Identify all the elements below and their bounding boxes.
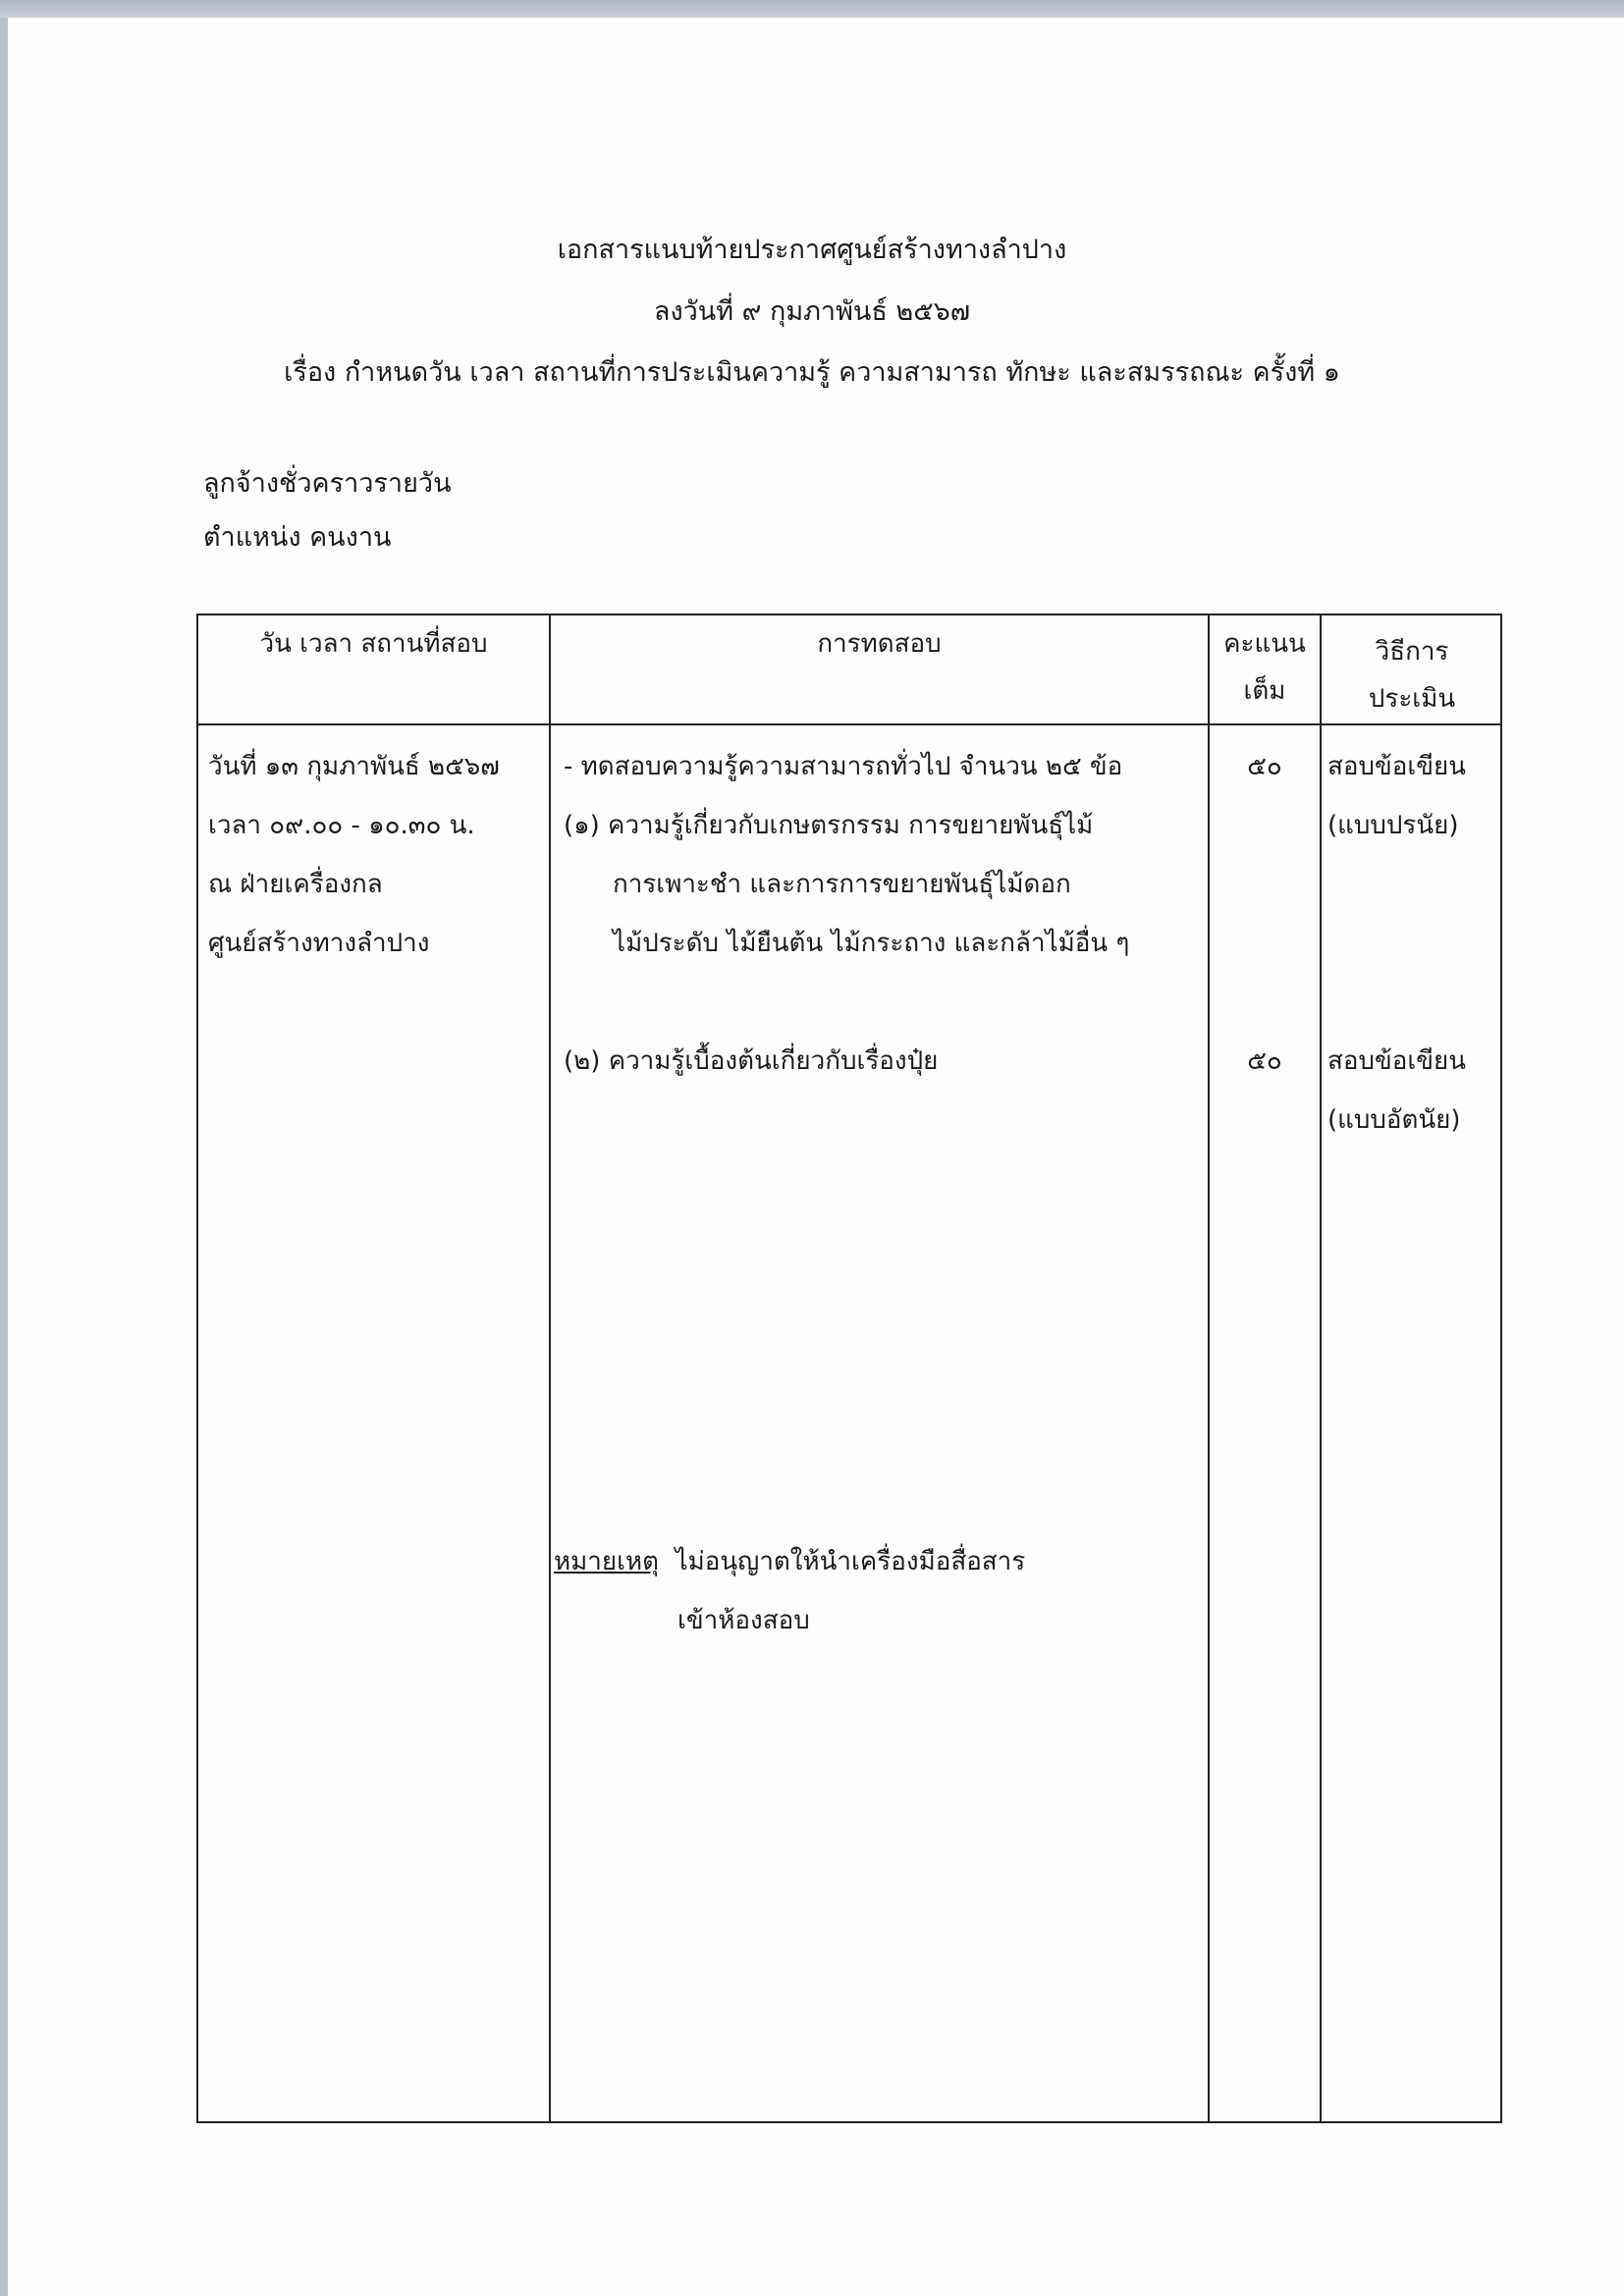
header-date: ลงวันที่ ๙ กุมภาพันธ์ ๒๕๖๗ — [653, 296, 971, 327]
header-test: การทดสอบ — [817, 629, 942, 659]
method-item2-line2: (แบบอัตนัย) — [1327, 1105, 1461, 1135]
employee-type: ลูกจ้างชั่วคราวรายวัน — [203, 468, 452, 499]
scan-top-shadow — [0, 0, 1624, 18]
header-schedule: วัน เวลา สถานที่สอบ — [259, 629, 488, 659]
header-divider — [198, 723, 1500, 725]
header-method-line1: วิธีการ — [1375, 637, 1449, 667]
header-method-line2: ประเมิน — [1368, 684, 1456, 714]
header-subject: เรื่อง กำหนดวัน เวลา สถานที่การประเมินความรู้ ความสามารถ ทักษะ และสมรรถณะ ครั้งที่ ๑ — [284, 357, 1340, 388]
test-item1-line1: (๑) ความรู้เกี่ยวกับเกษตรกรรม การขยายพันธุ์ไม้ — [564, 811, 1094, 840]
test-intro: - ทดสอบความรู้ความสามารถทั่วไป จำนวน ๒๕ ข้อ — [564, 752, 1123, 781]
score-item1: ๕๐ — [1247, 752, 1282, 781]
note-text: ไม่อนุญาตให้นำเครื่องมือสื่อสาร — [675, 1547, 1026, 1576]
schedule-date: วันที่ ๑๓ กุมภาพันธ์ ๒๕๖๗ — [208, 752, 500, 781]
note-text-line2: เข้าห้องสอบ — [677, 1606, 810, 1635]
schedule-venue: ศูนย์สร้างทางลำปาง — [208, 929, 430, 958]
note — [554, 1541, 1025, 1581]
schedule-time: เวลา ๐๙.๐๐ - ๑๐.๓๐ น. — [208, 811, 475, 840]
column-divider — [549, 615, 551, 2121]
test-item1-line2: การเพาะชำ และการการขยายพันธุ์ไม้ดอก — [613, 870, 1071, 899]
schedule-place: ณ ฝ่ายเครื่องกล — [208, 870, 383, 899]
column-divider — [1208, 615, 1210, 2121]
header-title: เอกสารแนบท้ายประกาศศูนย์สร้างทางลำปาง — [557, 235, 1067, 265]
exam-schedule-table — [196, 614, 1502, 2123]
header-score-line1: คะแนน — [1223, 629, 1306, 659]
column-divider — [1320, 615, 1322, 2121]
note-label: หมายเหตุ — [554, 1547, 660, 1576]
method-item1-line2: (แบบปรนัย) — [1327, 811, 1459, 840]
header-score-line2: เต็ม — [1243, 676, 1286, 706]
method-item1-line1: สอบข้อเขียน — [1327, 752, 1467, 781]
test-item2: (๒) ความรู้เบื้องต้นเกี่ยวกับเรื่องปุ๋ย — [564, 1046, 939, 1076]
method-item2-line1: สอบข้อเขียน — [1327, 1046, 1467, 1076]
position: ตำแหน่ง คนงาน — [203, 522, 392, 553]
test-item1-line3: ไม้ประดับ ไม้ยืนต้น ไม้กระถาง และกล้าไม้อื่น ๆ — [613, 929, 1130, 958]
score-item2: ๕๐ — [1247, 1046, 1282, 1076]
